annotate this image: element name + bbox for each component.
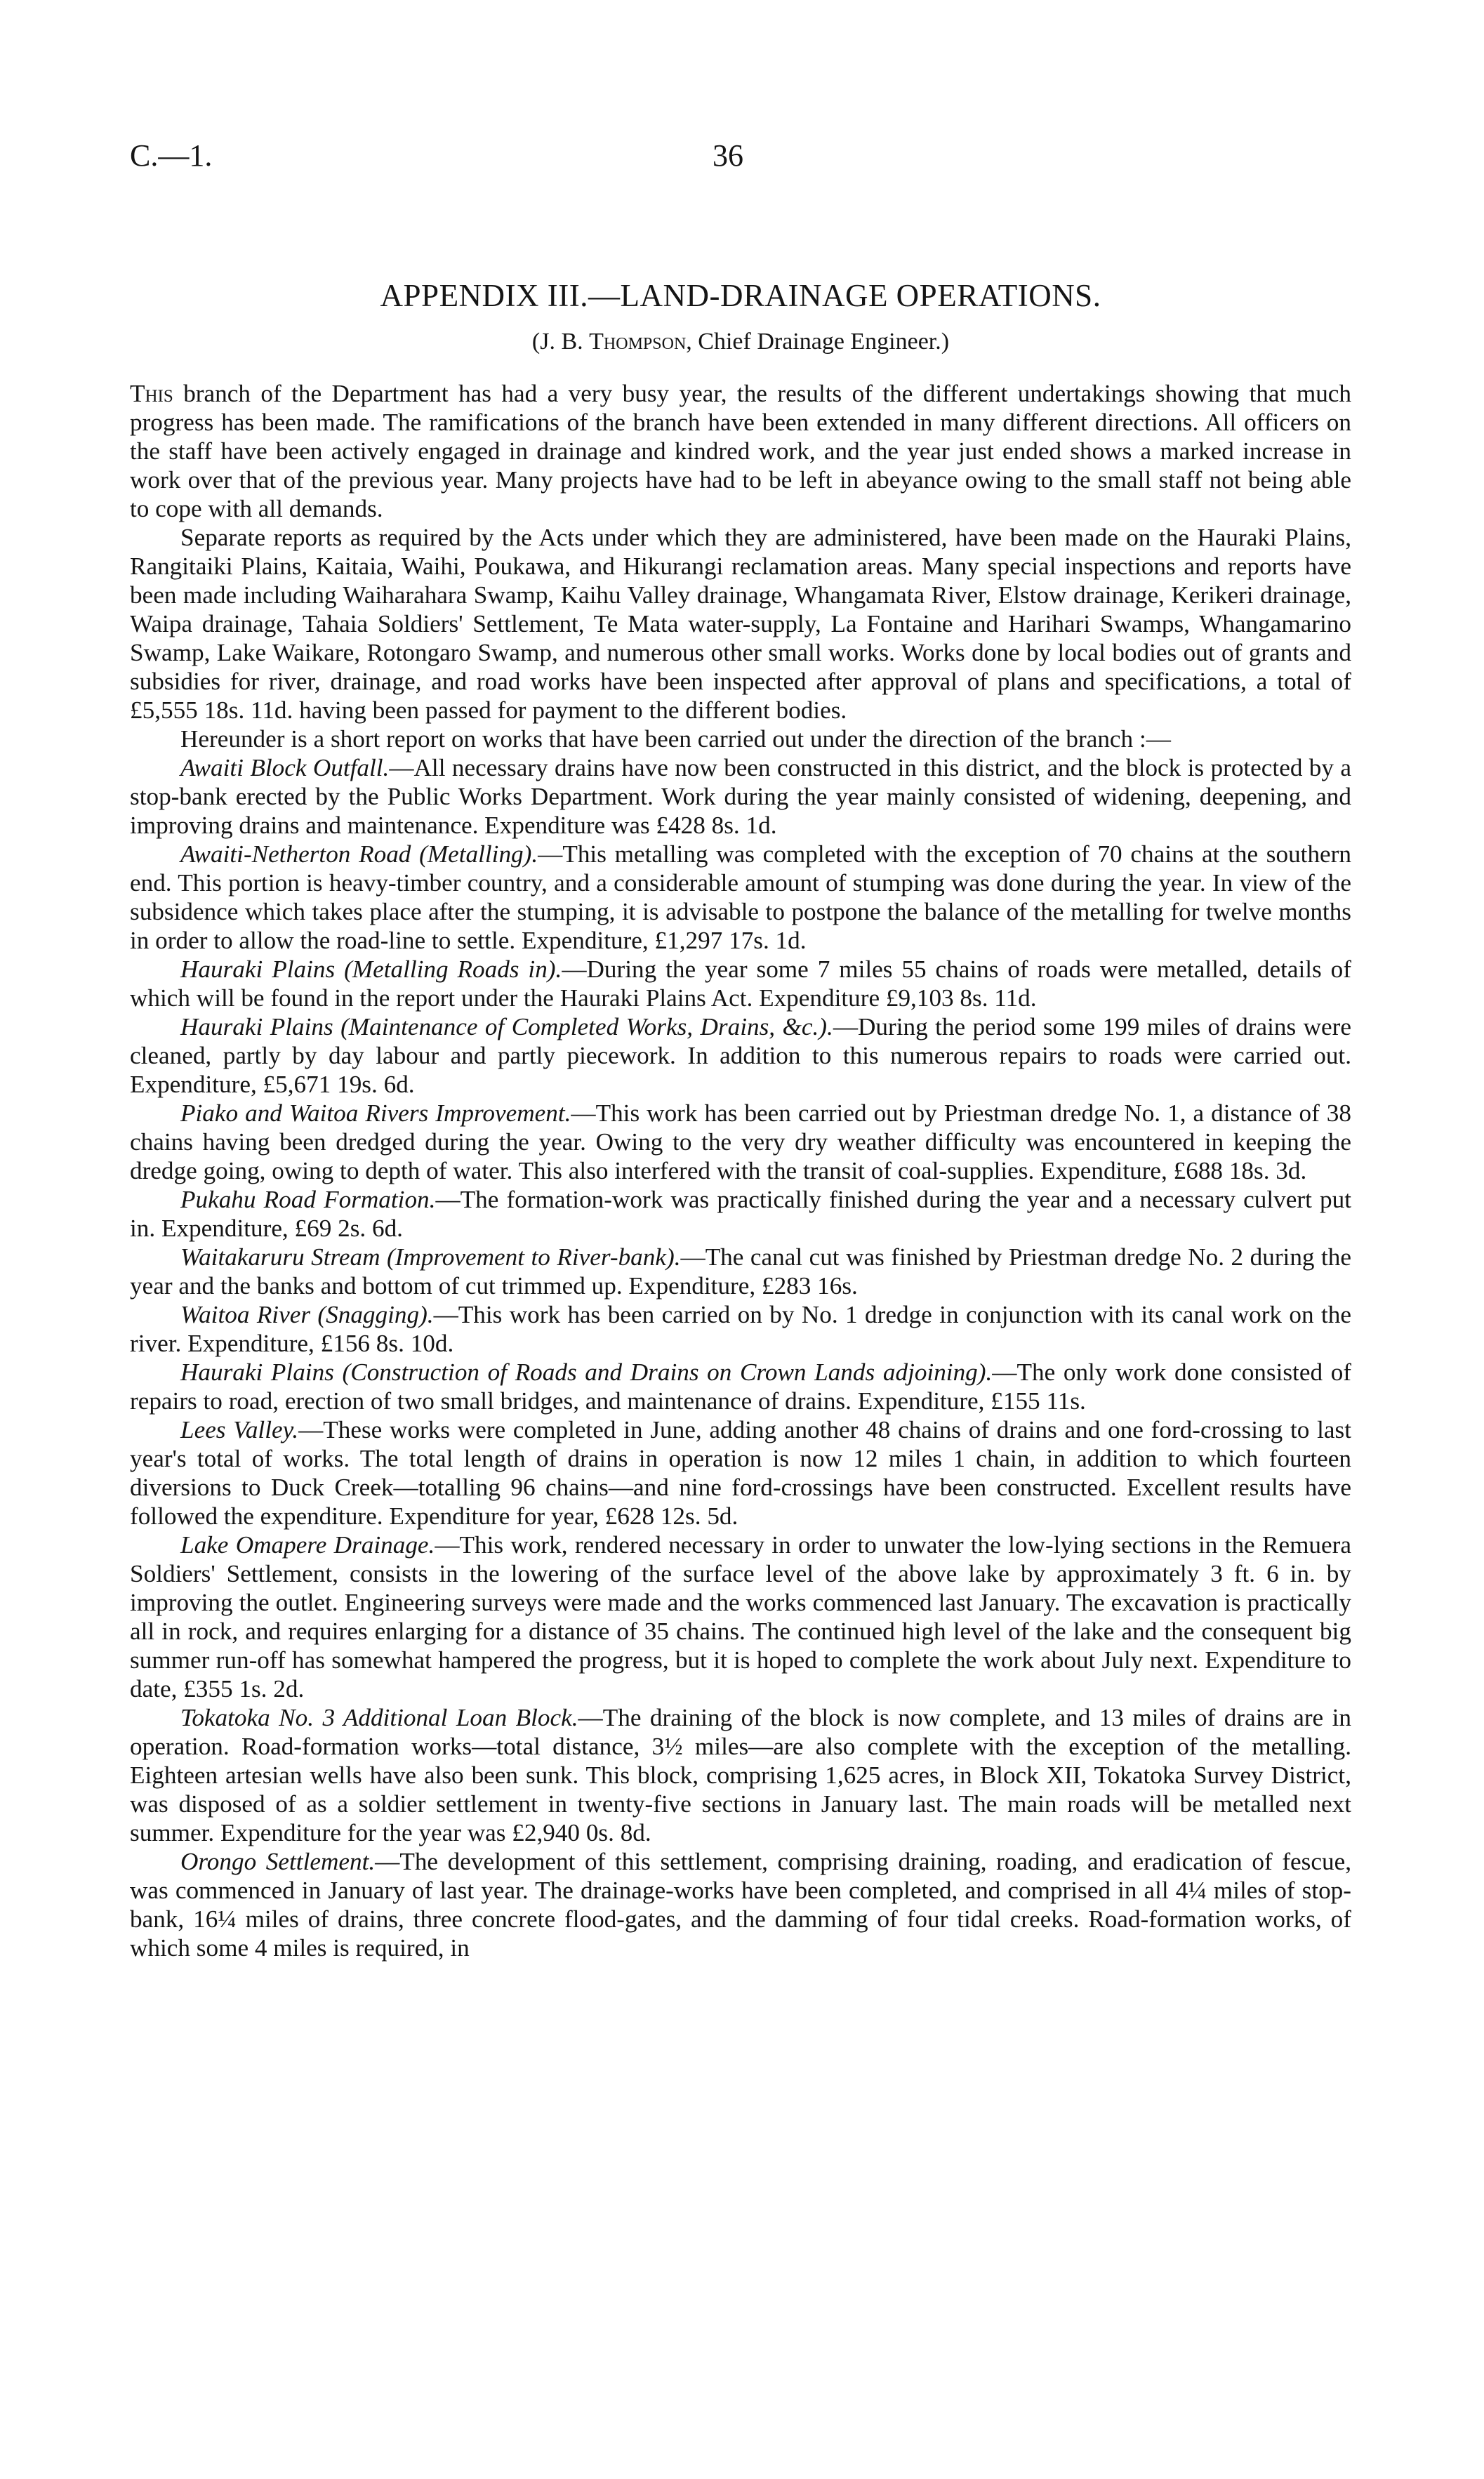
work-text: —This work has been carried out by Priestman dredge No. 1, a distance of 38 chains having been dredged during the year. Owing to the very dry weather difficulty was encountered in keeping the dredge going, owing to depth of water. This also interfered with the transit of coal-supplies. Expenditure, £688 18s. 3d.: [130, 1099, 1351, 1184]
work-item: [130, 1099, 1351, 1185]
appendix-title: APPENDIX III.—LAND-DRAINAGE OPERATIONS.: [380, 278, 1101, 313]
byline-close: , Chief Drainage Engineer.): [686, 329, 950, 355]
work-heading: Piako and Waitoa Rivers Improvement.: [180, 1099, 571, 1127]
intro-paragraph: [130, 379, 1351, 523]
work-text: —These works were completed in June, adding another 48 chains of drains and one ford-crossing to last year's total of works. The total length of drains in operation is now 12 miles 1 chain, in addition to which fourteen diversions to Duck Creek—totalling 96 chains—and nine ford-crossings have been constructed. Excellent results have followed the expenditure. Expenditure for year, £628 12s. 5d.: [130, 1416, 1351, 1530]
work-heading: Tokatoka No. 3 Additional Loan Block.: [180, 1704, 578, 1731]
author-byline: [130, 329, 1351, 355]
work-item: [130, 1012, 1351, 1099]
work-item: [130, 1243, 1351, 1300]
paragraph-hereunder: Hereunder is a short report on works that have been carried out under the direction of the branch :—: [180, 725, 1171, 753]
work-text: —This work, rendered necessary in order to unwater the low-lying sections in the Remuera Soldiers' Settlement, consists in the lowering of the surface level of the above lake by approximately 3 ft. 6 in. by improving the outlet. Engineering surveys were made and the works commenced last January. The excavation is practically all in rock, and requires enlarging for a distance of 35 chains. The continued high level of the lake and the consequent big summer run-off has somewhat hampered the progress, but it is hoped to complete the work about July next. Expenditure to date, £355 1s. 2d.: [130, 1531, 1351, 1703]
work-item: [130, 955, 1351, 1012]
work-item: [130, 840, 1351, 955]
work-heading: Lake Omapere Drainage.: [180, 1531, 435, 1559]
work-item: [130, 1358, 1351, 1415]
work-item: [130, 1185, 1351, 1243]
byline-author-name: Thompson: [589, 329, 687, 355]
running-header: [130, 138, 1351, 180]
report-body: [130, 379, 1351, 1962]
work-item: [130, 1531, 1351, 1703]
work-text: —During the year some 7 miles 55 chains of roads were metalled, details of which will be found in the report under the Hauraki Plains Act. Expenditure £9,103 8s. 11d.: [130, 956, 1351, 1012]
work-heading: Lees Valley.: [180, 1416, 299, 1443]
work-text: —The only work done consisted of repairs to road, erection of two small bridges, and maintenance of drains. Expenditure, £155 11s.: [130, 1359, 1352, 1415]
work-heading: Awaiti-Netherton Road (Metalling).: [180, 840, 538, 868]
work-heading: Waitoa River (Snagging).: [180, 1301, 434, 1328]
byline-open: (J. B.: [531, 329, 590, 355]
page-number: 36: [713, 138, 743, 173]
work-item: [130, 1703, 1351, 1847]
work-item: [130, 1300, 1351, 1358]
work-heading: Awaiti Block Outfall.: [180, 754, 390, 781]
work-item: [130, 1847, 1351, 1962]
intro-lead-word: This: [130, 380, 173, 407]
work-heading: Pukahu Road Formation.: [180, 1186, 436, 1213]
work-text: —The canal cut was finished by Priestman dredge No. 2 during the year and the banks and bottom of cut trimmed up. Expenditure, £283 16s.: [130, 1243, 1351, 1300]
work-heading: Waitakaruru Stream (Improvement to River-bank).: [180, 1243, 681, 1271]
document-reference: C.—1.: [130, 138, 213, 173]
work-heading: Hauraki Plains (Maintenance of Completed Works, Drains, &c.).: [180, 1013, 833, 1040]
paragraph-separate-reports: Separate reports as required by the Acts under which they are administered, have been made on the Hauraki Plains, Rangitaiki Plains, Kaitaia, Waihi, Poukawa, and Hikurangi reclamation areas. Many special inspections and reports have been made including Waiharahara Swamp, Kaihu Valley drainage, Whangamata River, Elstow drainage, Kerikeri drainage, Waipa drainage, Tahaia Soldiers' Settlement, Te Mata water-supply, La Fontaine and Harihari Swamps, Whangamarino Swamp, Lake Waikare, Rotongaro Swamp, and numerous other small works. Works done by local bodies out of grants and subsidies for river, drainage, and road works have been inspected after approval of plans and specifications, a total of £5,555 18s. 11d. having been passed for payment to the different bodies.: [130, 524, 1351, 724]
work-item: [130, 1415, 1351, 1531]
work-text: —The draining of the block is now complete, and 13 miles of drains are in operation. Road-formation works—total distance, 3½ miles—are also complete with the exception of the metalling. Eighteen artesian wells have also been sunk. This block, comprising 1,625 acres, in Block XII, Tokatoka Survey District, was disposed of as a soldier settlement in twenty-five sections in January last. The main roads will be metalled next summer. Expenditure for the year was £2,940 0s. 8d.: [130, 1704, 1351, 1846]
work-heading: Orongo Settlement.: [180, 1848, 376, 1875]
work-text: —This metalling was completed with the exception of 70 chains at the southern end. This portion is heavy-timber country, and a considerable amount of stumping was done during the year. In view of the subsidence which takes place after the stumping, it is advisable to postpone the balance of the metalling for twelve months in order to allow the road-line to settle. Expenditure, £1,297 17s. 1d.: [130, 840, 1351, 954]
work-item: [130, 753, 1351, 840]
work-text: —During the period some 199 miles of drains were cleaned, partly by day labour and partly piecework. In addition to this numerous repairs to roads were carried out. Expenditure, £5,671 19s. 6d.: [130, 1013, 1351, 1098]
work-text: —The development of this settlement, comprising draining, roading, and eradication of fescue, was commenced in January of last year. The drainage-works have been completed, and comprised in all 4¼ miles of stop-bank, 16¼ miles of drains, three concrete flood-gates, and the damming of four tidal creeks. Road-formation works, of which some 4 miles is required, in: [130, 1848, 1351, 1962]
work-text: —This work has been carried on by No. 1 dredge in conjunction with its canal work on the river. Expenditure, £156 8s. 10d.: [130, 1301, 1352, 1357]
work-heading: Hauraki Plains (Metalling Roads in).: [180, 956, 562, 983]
work-heading: Hauraki Plains (Construction of Roads and Drains on Crown Lands adjoining).: [180, 1359, 993, 1386]
work-text: —The formation-work was practically finished during the year and a necessary culvert put in. Expenditure, £69 2s. 6d.: [130, 1186, 1351, 1242]
work-text: —All necessary drains have now been constructed in this district, and the block is protected by a stop-bank erected by the Public Works Department. Work during the year mainly consisted of widening, deepening, and improving drains and maintenance. Expenditure was £428 8s. 1d.: [130, 754, 1351, 839]
intro-text: branch of the Department has had a very busy year, the results of the different undertakings showing that much progress has been made. The ramifications of the branch have been extended in many different directions. All officers on the staff have been actively engaged in drainage and kindred work, and the year just ended shows a marked increase in work over that of the previous year. Many projects have had to be left in abeyance owing to the small staff not being able to cope with all demands.: [130, 380, 1351, 522]
